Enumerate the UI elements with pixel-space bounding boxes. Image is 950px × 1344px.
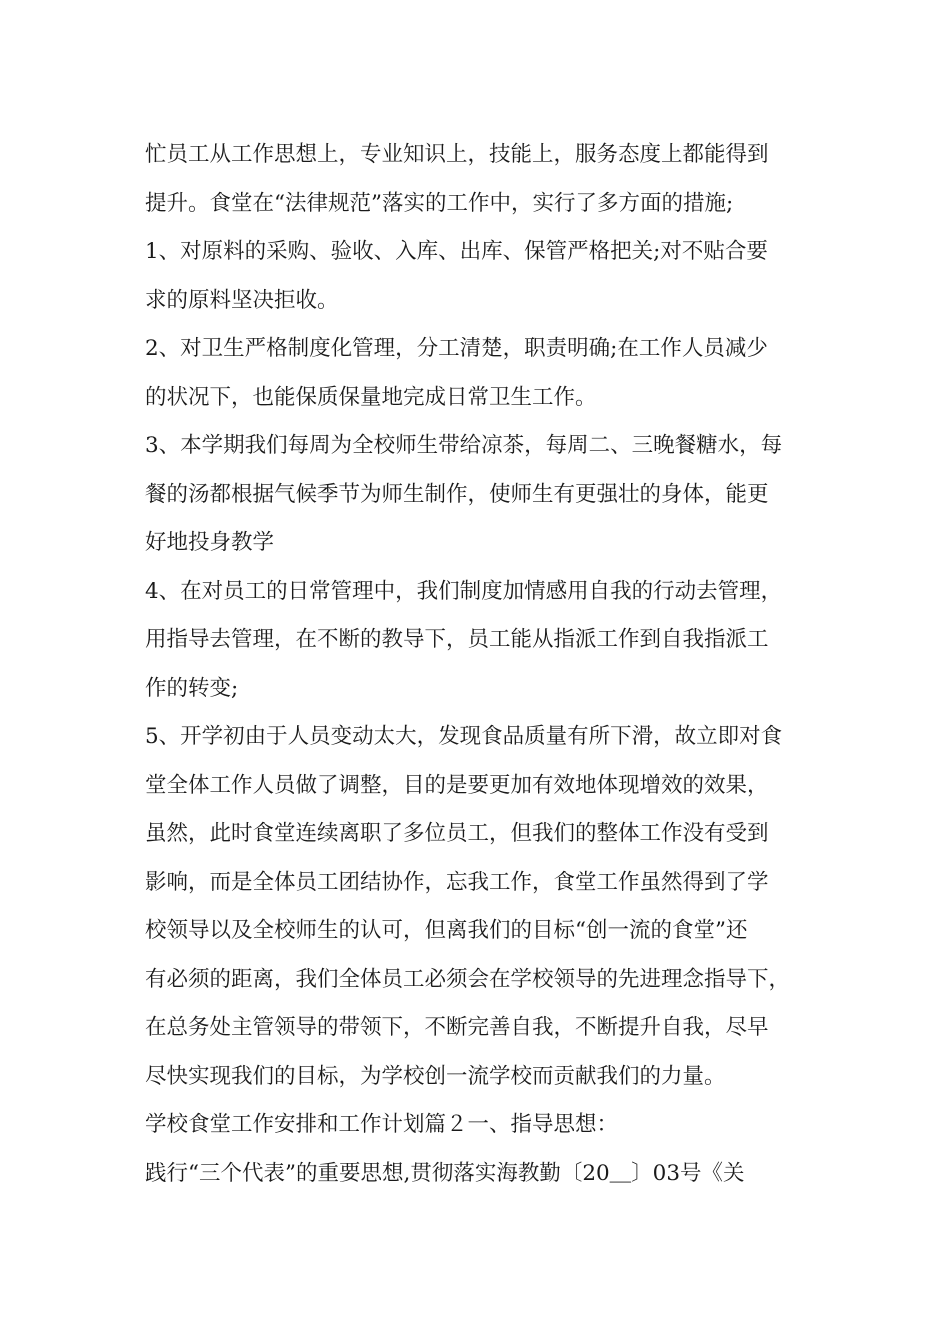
text-line: 3、本学期我们每周为全校师生带给凉茶，每周二、三晚餐糖水，每 (145, 433, 783, 458)
text-line: 4、在对员工的日常管理中，我们制度加情感用自我的行动去管理， (145, 578, 783, 604)
document-body (145, 131, 810, 1198)
text-line: 尽快实现我们的目标，为学校创一流学校而贡献我们的力量。 (145, 1063, 726, 1089)
text-line: 作的转变; (145, 675, 239, 701)
text-line: 提升。食堂在“法律规范”落实的工作中，实行了多方面的措施; (145, 190, 734, 216)
text-line: 忙员工从工作思想上，专业知识上，技能上，服务态度上都能得到 (145, 142, 769, 167)
section-heading-line: 学校食堂工作安排和工作计划篇２一、指导思想： (145, 1112, 619, 1137)
text-line: 有必须的距离，我们全体员工必须会在学校领导的先进理念指导下， (145, 966, 791, 992)
text-line: 影响，而是全体员工团结协作，忘我工作，食堂工作虽然得到了学 (145, 869, 769, 895)
text-line: 校领导以及全校师生的认可，但离我们的目标“创一流的食堂”还 (145, 918, 748, 943)
text-line: 堂全体工作人员做了调整，目的是要更加有效地体现增效的效果， (145, 772, 769, 798)
text-line: 践行“三个代表”的重要思想,贯彻落实海教勤〔20＿〕03号《关 (145, 1160, 745, 1186)
text-line: 在总务处主管领导的带领下，不断完善自我，不断提升自我，尽早 (145, 1015, 769, 1040)
text-line: 好地投身教学 (145, 530, 275, 555)
text-line: 的状况下，也能保质保量地完成日常卫生工作。 (145, 384, 597, 410)
text-line: 2、对卫生严格制度化管理，分工清楚，职责明确;在工作人员减少 (145, 336, 768, 361)
text-line: 虽然，此时食堂连续离职了多位员工，但我们的整体工作没有受到 (145, 821, 769, 846)
text-line: 1、对原料的采购、验收、入库、出库、保管严格把关;对不贴合要 (145, 239, 768, 264)
text-line: 5、开学初由于人员变动太大，发现食品质量有所下滑，故立即对食 (145, 724, 783, 749)
text-line: 用指导去管理，在不断的教导下，员工能从指派工作到自我指派工 (145, 627, 769, 652)
text-line: 餐的汤都根据气候季节为师生制作，使师生有更强壮的身体，能更 (145, 481, 769, 507)
text-line: 求的原料坚决拒收。 (145, 287, 339, 313)
